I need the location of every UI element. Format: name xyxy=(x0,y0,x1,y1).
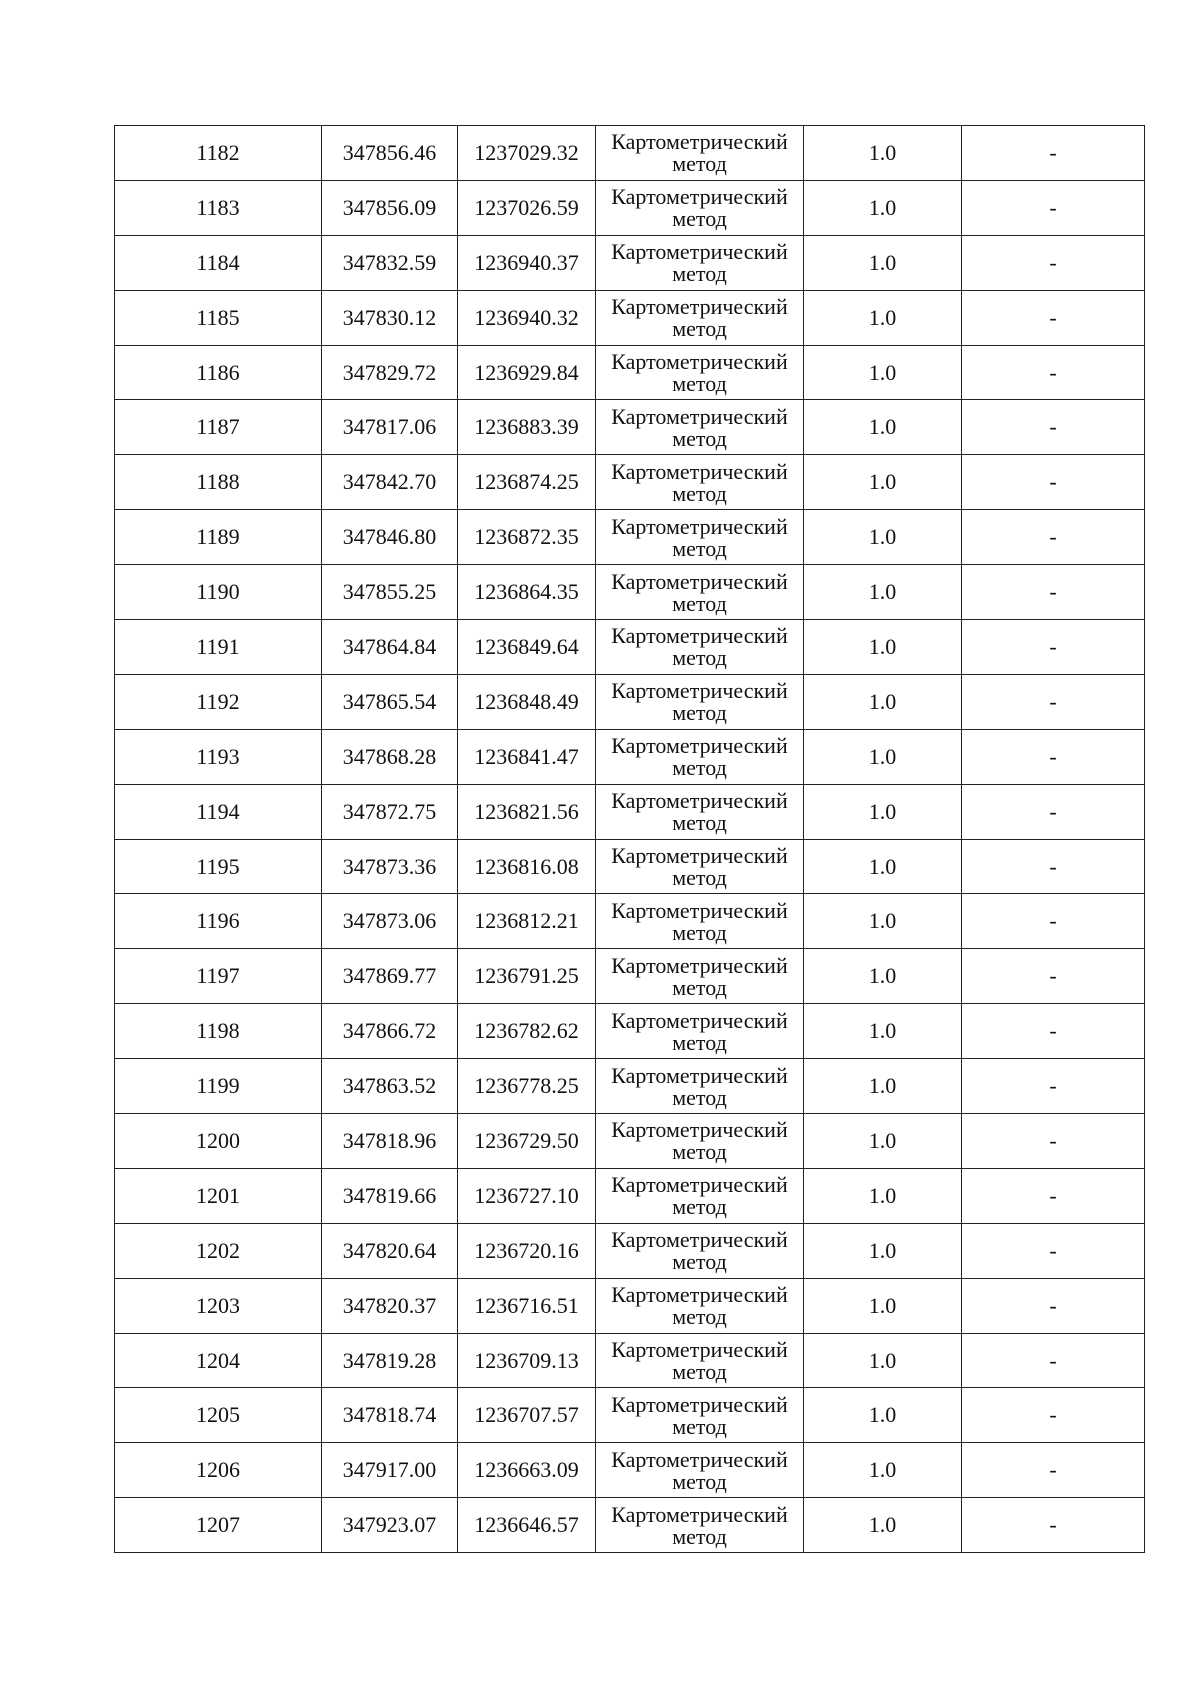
method-line-2: метод xyxy=(672,919,727,945)
method-line-2: метод xyxy=(672,316,727,342)
accuracy-cell: 1.0 xyxy=(804,1498,962,1553)
point-number-cell: 1194 xyxy=(115,784,322,839)
method-cell xyxy=(596,290,804,345)
point-number-cell: 1206 xyxy=(115,1443,322,1498)
y-coordinate-cell: 1236816.08 xyxy=(458,839,596,894)
method-line-1: Картометрический xyxy=(611,1501,788,1527)
x-coordinate-cell: 347873.36 xyxy=(322,839,458,894)
y-coordinate-cell: 1236729.50 xyxy=(458,1114,596,1169)
method-line-2: метод xyxy=(672,1249,727,1275)
x-coordinate-cell: 347864.84 xyxy=(322,620,458,675)
method-cell xyxy=(596,345,804,400)
table-row xyxy=(115,1114,1145,1169)
accuracy-cell: 1.0 xyxy=(804,1443,962,1498)
x-coordinate-cell: 347818.96 xyxy=(322,1114,458,1169)
note-cell: - xyxy=(962,565,1145,620)
method-cell xyxy=(596,126,804,181)
table-row xyxy=(115,290,1145,345)
table-row xyxy=(115,729,1145,784)
x-coordinate-cell: 347873.06 xyxy=(322,894,458,949)
method-line-2: метод xyxy=(672,1359,727,1385)
method-line-2: метод xyxy=(672,535,727,561)
point-number-cell: 1204 xyxy=(115,1333,322,1388)
point-number-cell: 1187 xyxy=(115,400,322,455)
x-coordinate-cell: 347868.28 xyxy=(322,729,458,784)
x-coordinate-cell: 347819.66 xyxy=(322,1168,458,1223)
y-coordinate-cell: 1236849.64 xyxy=(458,620,596,675)
point-number-cell: 1192 xyxy=(115,674,322,729)
method-cell xyxy=(596,1333,804,1388)
method-line-2: метод xyxy=(672,1139,727,1165)
y-coordinate-cell: 1236720.16 xyxy=(458,1223,596,1278)
x-coordinate-cell: 347818.74 xyxy=(322,1388,458,1443)
x-coordinate-cell: 347842.70 xyxy=(322,455,458,510)
x-coordinate-cell: 347856.46 xyxy=(322,126,458,181)
table-row xyxy=(115,455,1145,510)
point-number-cell: 1197 xyxy=(115,949,322,1004)
method-line-1: Картометрический xyxy=(611,1227,788,1253)
table-row xyxy=(115,1168,1145,1223)
method-line-2: метод xyxy=(672,1084,727,1110)
accuracy-cell: 1.0 xyxy=(804,894,962,949)
method-line-2: метод xyxy=(672,755,727,781)
x-coordinate-cell: 347856.09 xyxy=(322,180,458,235)
accuracy-cell: 1.0 xyxy=(804,1168,962,1223)
accuracy-cell: 1.0 xyxy=(804,126,962,181)
y-coordinate-cell: 1236841.47 xyxy=(458,729,596,784)
point-number-cell: 1182 xyxy=(115,126,322,181)
point-number-cell: 1196 xyxy=(115,894,322,949)
x-coordinate-cell: 347819.28 xyxy=(322,1333,458,1388)
note-cell: - xyxy=(962,1114,1145,1169)
table-row xyxy=(115,400,1145,455)
x-coordinate-cell: 347917.00 xyxy=(322,1443,458,1498)
method-line-1: Картометрический xyxy=(611,1446,788,1472)
note-cell: - xyxy=(962,400,1145,455)
note-cell: - xyxy=(962,290,1145,345)
y-coordinate-cell: 1236929.84 xyxy=(458,345,596,400)
y-coordinate-cell: 1237029.32 xyxy=(458,126,596,181)
method-line-1: Картометрический xyxy=(611,239,788,265)
table-row xyxy=(115,839,1145,894)
y-coordinate-cell: 1236709.13 xyxy=(458,1333,596,1388)
accuracy-cell: 1.0 xyxy=(804,455,962,510)
method-line-2: метод xyxy=(672,974,727,1000)
accuracy-cell: 1.0 xyxy=(804,1114,962,1169)
method-cell xyxy=(596,1278,804,1333)
accuracy-cell: 1.0 xyxy=(804,510,962,565)
accuracy-cell: 1.0 xyxy=(804,290,962,345)
accuracy-cell: 1.0 xyxy=(804,784,962,839)
note-cell: - xyxy=(962,345,1145,400)
y-coordinate-cell: 1236872.35 xyxy=(458,510,596,565)
accuracy-cell: 1.0 xyxy=(804,235,962,290)
method-cell xyxy=(596,949,804,1004)
note-cell: - xyxy=(962,1223,1145,1278)
table-row xyxy=(115,620,1145,675)
accuracy-cell: 1.0 xyxy=(804,620,962,675)
note-cell: - xyxy=(962,1333,1145,1388)
method-cell xyxy=(596,455,804,510)
method-line-1: Картометрический xyxy=(611,1062,788,1088)
table-row xyxy=(115,949,1145,1004)
method-line-2: метод xyxy=(672,1523,727,1549)
method-line-2: метод xyxy=(672,1029,727,1055)
y-coordinate-cell: 1236791.25 xyxy=(458,949,596,1004)
method-cell xyxy=(596,839,804,894)
method-line-1: Картометрический xyxy=(611,1282,788,1308)
method-line-2: метод xyxy=(672,425,727,451)
y-coordinate-cell: 1236812.21 xyxy=(458,894,596,949)
method-line-1: Картометрический xyxy=(611,678,788,704)
method-line-1: Картометрический xyxy=(611,349,788,374)
note-cell: - xyxy=(962,729,1145,784)
table-row xyxy=(115,1223,1145,1278)
method-line-2: метод xyxy=(672,645,727,671)
accuracy-cell: 1.0 xyxy=(804,1059,962,1114)
note-cell: - xyxy=(962,1168,1145,1223)
accuracy-cell: 1.0 xyxy=(804,839,962,894)
y-coordinate-cell: 1236848.49 xyxy=(458,674,596,729)
point-number-cell: 1190 xyxy=(115,565,322,620)
y-coordinate-cell: 1237026.59 xyxy=(458,180,596,235)
table-row xyxy=(115,565,1145,620)
method-cell xyxy=(596,510,804,565)
method-line-1: Картометрический xyxy=(611,952,788,978)
point-number-cell: 1193 xyxy=(115,729,322,784)
accuracy-cell: 1.0 xyxy=(804,565,962,620)
method-line-1: Картометрический xyxy=(611,184,788,210)
method-line-2: метод xyxy=(672,810,727,836)
method-line-2: метод xyxy=(672,590,727,616)
method-line-1: Картометрический xyxy=(611,623,788,649)
method-cell xyxy=(596,1223,804,1278)
point-number-cell: 1203 xyxy=(115,1278,322,1333)
x-coordinate-cell: 347817.06 xyxy=(322,400,458,455)
point-number-cell: 1207 xyxy=(115,1498,322,1553)
method-line-1: Картометрический xyxy=(611,1007,788,1033)
table-row xyxy=(115,126,1145,181)
method-cell xyxy=(596,1168,804,1223)
note-cell: - xyxy=(962,1388,1145,1443)
accuracy-cell: 1.0 xyxy=(804,1278,962,1333)
note-cell: - xyxy=(962,455,1145,510)
method-line-1: Картометрический xyxy=(611,733,788,759)
method-line-2: метод xyxy=(672,1468,727,1494)
note-cell: - xyxy=(962,1498,1145,1553)
method-line-2: метод xyxy=(672,1413,727,1439)
note-cell: - xyxy=(962,839,1145,894)
x-coordinate-cell: 347866.72 xyxy=(322,1004,458,1059)
point-number-cell: 1205 xyxy=(115,1388,322,1443)
y-coordinate-cell: 1236646.57 xyxy=(458,1498,596,1553)
method-line-2: метод xyxy=(672,700,727,726)
accuracy-cell: 1.0 xyxy=(804,729,962,784)
x-coordinate-cell: 347846.80 xyxy=(322,510,458,565)
note-cell: - xyxy=(962,620,1145,675)
note-cell: - xyxy=(962,1278,1145,1333)
table-row xyxy=(115,1004,1145,1059)
method-cell xyxy=(596,235,804,290)
x-coordinate-cell: 347872.75 xyxy=(322,784,458,839)
method-cell xyxy=(596,1059,804,1114)
point-number-cell: 1202 xyxy=(115,1223,322,1278)
y-coordinate-cell: 1236716.51 xyxy=(458,1278,596,1333)
method-cell xyxy=(596,1388,804,1443)
x-coordinate-cell: 347869.77 xyxy=(322,949,458,1004)
method-cell xyxy=(596,1004,804,1059)
accuracy-cell: 1.0 xyxy=(804,1388,962,1443)
accuracy-cell: 1.0 xyxy=(804,345,962,400)
method-cell xyxy=(596,620,804,675)
point-number-cell: 1191 xyxy=(115,620,322,675)
y-coordinate-cell: 1236821.56 xyxy=(458,784,596,839)
method-line-2: метод xyxy=(672,151,727,177)
y-coordinate-cell: 1236940.32 xyxy=(458,290,596,345)
method-line-2: метод xyxy=(672,1194,727,1220)
x-coordinate-cell: 347863.52 xyxy=(322,1059,458,1114)
point-number-cell: 1195 xyxy=(115,839,322,894)
note-cell: - xyxy=(962,235,1145,290)
note-cell: - xyxy=(962,784,1145,839)
method-line-1: Картометрический xyxy=(611,458,788,484)
method-cell xyxy=(596,180,804,235)
method-line-2: метод xyxy=(672,480,727,506)
table-row xyxy=(115,1498,1145,1553)
x-coordinate-cell: 347830.12 xyxy=(322,290,458,345)
method-line-2: метод xyxy=(672,206,727,232)
table-row xyxy=(115,1333,1145,1388)
table-row xyxy=(115,784,1145,839)
point-number-cell: 1186 xyxy=(115,345,322,400)
table-row xyxy=(115,894,1145,949)
method-line-2: метод xyxy=(672,1304,727,1330)
method-line-1: Картометрический xyxy=(611,294,788,320)
coordinates-table-body xyxy=(115,126,1145,1553)
method-line-1: Картометрический xyxy=(611,568,788,594)
method-line-1: Картометрический xyxy=(611,897,788,923)
method-line-1: Картометрический xyxy=(611,1391,788,1417)
accuracy-cell: 1.0 xyxy=(804,1333,962,1388)
point-number-cell: 1185 xyxy=(115,290,322,345)
x-coordinate-cell: 347832.59 xyxy=(322,235,458,290)
note-cell: - xyxy=(962,126,1145,181)
method-cell xyxy=(596,565,804,620)
table-row xyxy=(115,1443,1145,1498)
accuracy-cell: 1.0 xyxy=(804,1223,962,1278)
method-line-1: Картометрический xyxy=(611,513,788,539)
point-number-cell: 1198 xyxy=(115,1004,322,1059)
method-line-1: Картометрический xyxy=(611,1337,788,1363)
y-coordinate-cell: 1236663.09 xyxy=(458,1443,596,1498)
point-number-cell: 1184 xyxy=(115,235,322,290)
accuracy-cell: 1.0 xyxy=(804,180,962,235)
method-line-1: Картометрический xyxy=(611,788,788,814)
table-row xyxy=(115,674,1145,729)
method-line-2: метод xyxy=(672,865,727,891)
note-cell: - xyxy=(962,1059,1145,1114)
accuracy-cell: 1.0 xyxy=(804,949,962,1004)
x-coordinate-cell: 347923.07 xyxy=(322,1498,458,1553)
y-coordinate-cell: 1236727.10 xyxy=(458,1168,596,1223)
method-line-1: Картометрический xyxy=(611,843,788,869)
method-cell xyxy=(596,1443,804,1498)
method-line-1: Картометрический xyxy=(611,1172,788,1198)
point-number-cell: 1183 xyxy=(115,180,322,235)
method-cell xyxy=(596,729,804,784)
note-cell: - xyxy=(962,510,1145,565)
table-row xyxy=(115,180,1145,235)
method-line-1: Картометрический xyxy=(611,1117,788,1143)
y-coordinate-cell: 1236707.57 xyxy=(458,1388,596,1443)
table-row xyxy=(115,1059,1145,1114)
note-cell: - xyxy=(962,674,1145,729)
coordinates-table xyxy=(114,125,1145,1553)
method-line-2: метод xyxy=(672,261,727,287)
method-cell xyxy=(596,784,804,839)
y-coordinate-cell: 1236864.35 xyxy=(458,565,596,620)
table-row xyxy=(115,510,1145,565)
accuracy-cell: 1.0 xyxy=(804,674,962,729)
point-number-cell: 1200 xyxy=(115,1114,322,1169)
x-coordinate-cell: 347820.37 xyxy=(322,1278,458,1333)
y-coordinate-cell: 1236874.25 xyxy=(458,455,596,510)
x-coordinate-cell: 347820.64 xyxy=(322,1223,458,1278)
point-number-cell: 1199 xyxy=(115,1059,322,1114)
method-cell xyxy=(596,674,804,729)
point-number-cell: 1201 xyxy=(115,1168,322,1223)
accuracy-cell: 1.0 xyxy=(804,400,962,455)
table-row xyxy=(115,345,1145,400)
note-cell: - xyxy=(962,1443,1145,1498)
point-number-cell: 1188 xyxy=(115,455,322,510)
note-cell: - xyxy=(962,949,1145,1004)
x-coordinate-cell: 347855.25 xyxy=(322,565,458,620)
x-coordinate-cell: 347829.72 xyxy=(322,345,458,400)
method-cell xyxy=(596,1114,804,1169)
note-cell: - xyxy=(962,1004,1145,1059)
table-row xyxy=(115,1388,1145,1443)
point-number-cell: 1189 xyxy=(115,510,322,565)
y-coordinate-cell: 1236782.62 xyxy=(458,1004,596,1059)
table-row xyxy=(115,1278,1145,1333)
note-cell: - xyxy=(962,894,1145,949)
method-cell xyxy=(596,894,804,949)
y-coordinate-cell: 1236883.39 xyxy=(458,400,596,455)
y-coordinate-cell: 1236778.25 xyxy=(458,1059,596,1114)
method-line-1: Картометрический xyxy=(611,129,788,155)
note-cell: - xyxy=(962,180,1145,235)
table-row xyxy=(115,235,1145,290)
method-line-1: Картометрический xyxy=(611,403,788,429)
y-coordinate-cell: 1236940.37 xyxy=(458,235,596,290)
method-cell xyxy=(596,1498,804,1553)
x-coordinate-cell: 347865.54 xyxy=(322,674,458,729)
method-cell xyxy=(596,400,804,455)
method-line-2: метод xyxy=(672,371,727,396)
accuracy-cell: 1.0 xyxy=(804,1004,962,1059)
